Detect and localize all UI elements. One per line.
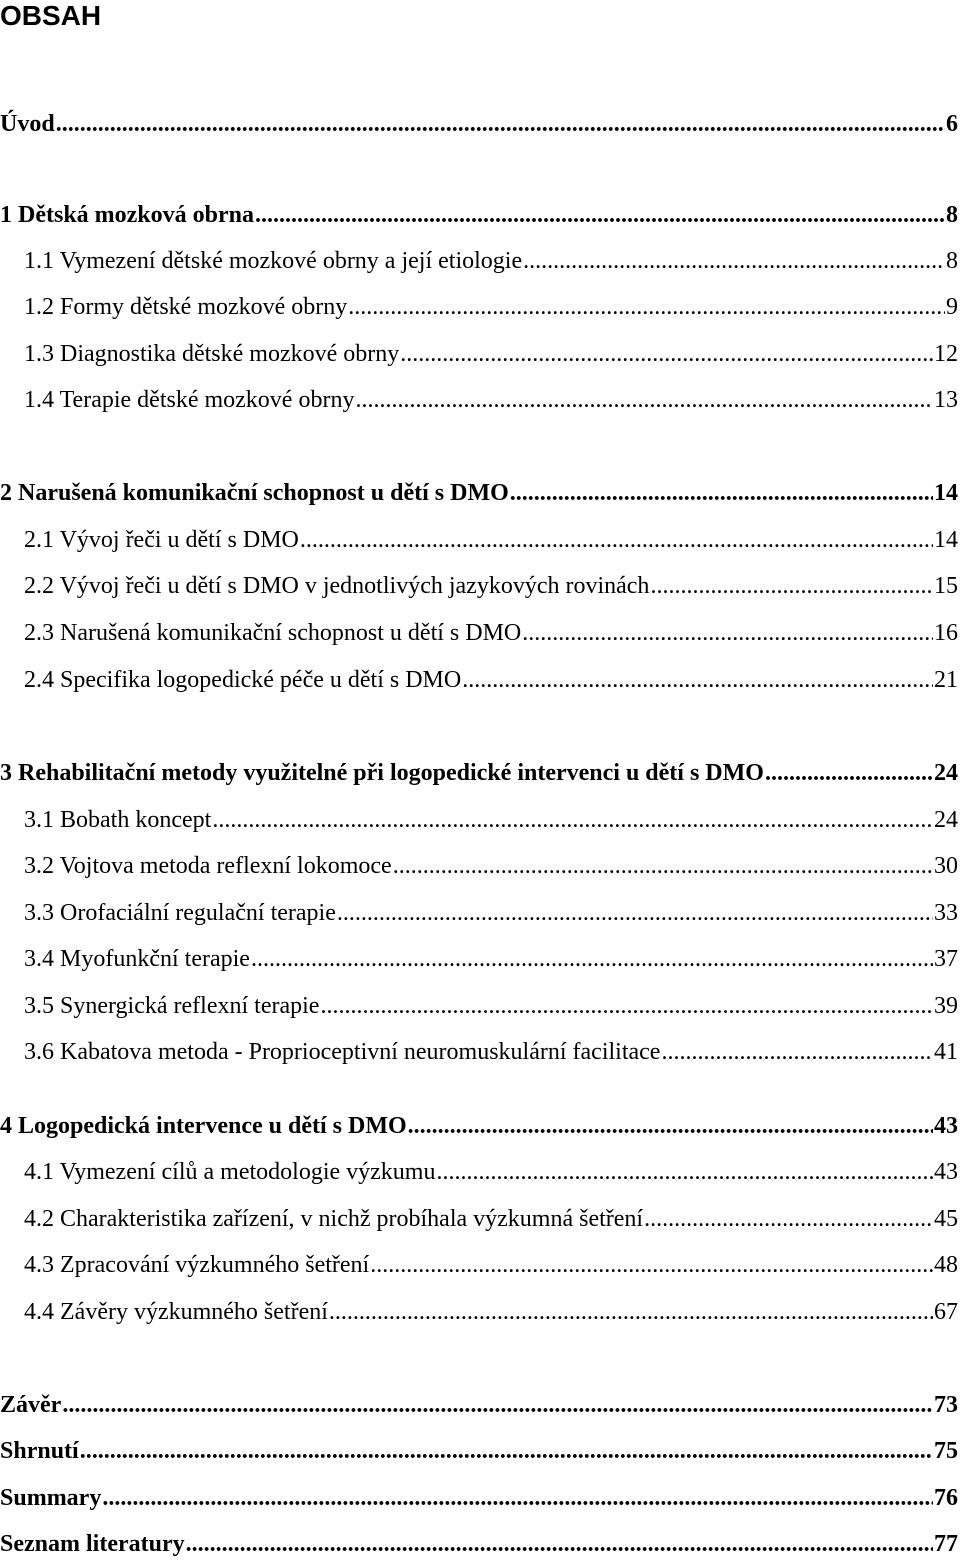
toc-page-number: 14 bbox=[934, 480, 958, 506]
toc-page-number: 8 bbox=[946, 248, 958, 274]
toc-entry-title: 1.3 Diagnostika dětské mozkové obrny bbox=[24, 341, 400, 367]
toc-page-number: 15 bbox=[934, 573, 958, 599]
toc-dot-leader bbox=[255, 198, 945, 232]
toc-entry[interactable] bbox=[0, 896, 958, 930]
toc-page-number: 14 bbox=[934, 527, 958, 553]
toc-dot-leader bbox=[644, 1202, 933, 1236]
toc-dot-leader bbox=[765, 756, 933, 790]
toc-entry-title: 2.3 Narušená komunikační schopnost u dětí s DMO bbox=[24, 620, 522, 646]
toc-page-number: 76 bbox=[934, 1485, 958, 1511]
toc-dot-leader bbox=[400, 337, 933, 371]
toc-entry[interactable] bbox=[0, 383, 958, 417]
toc-entry[interactable] bbox=[0, 1155, 958, 1189]
toc-entry[interactable] bbox=[0, 989, 958, 1023]
toc-entry[interactable] bbox=[0, 476, 958, 510]
toc-dot-leader bbox=[462, 663, 933, 697]
toc-dot-leader bbox=[650, 569, 933, 603]
toc-entry[interactable] bbox=[0, 849, 958, 883]
toc-entry-title: 3.2 Vojtova metoda reflexní lokomoce bbox=[24, 853, 392, 879]
toc-entry-title: 2.4 Specifika logopedické péče u dětí s DMO bbox=[24, 667, 462, 693]
toc-entry-title: 4.3 Zpracování výzkumného šetření bbox=[24, 1252, 370, 1278]
toc-entry-title: Summary bbox=[0, 1485, 102, 1511]
toc-page-number: 24 bbox=[934, 760, 958, 786]
toc-dot-leader bbox=[355, 383, 933, 417]
toc-entry-title: 1 Dětská mozková obrna bbox=[0, 202, 255, 228]
toc-entry-title: 3.6 Kabatova metoda - Proprioceptivní neuromuskulární facilitace bbox=[24, 1039, 661, 1065]
toc-dot-leader bbox=[523, 244, 945, 278]
toc-page-number: 12 bbox=[934, 341, 958, 367]
toc-entry[interactable] bbox=[0, 1109, 958, 1143]
page-title: OBSAH bbox=[0, 0, 102, 31]
toc-entry[interactable] bbox=[0, 1481, 958, 1515]
toc-page-number: 48 bbox=[934, 1252, 958, 1278]
toc-dot-leader bbox=[62, 1388, 933, 1422]
toc-entry[interactable] bbox=[0, 942, 958, 976]
toc-entry-title: 3.5 Synergická reflexní terapie bbox=[24, 993, 320, 1019]
toc-dot-leader bbox=[186, 1527, 933, 1561]
toc-page-number: 13 bbox=[934, 387, 958, 413]
toc-entry[interactable] bbox=[0, 1388, 958, 1422]
toc-entry[interactable] bbox=[0, 1434, 958, 1468]
toc-entry[interactable] bbox=[0, 290, 958, 324]
toc-dot-leader bbox=[522, 616, 933, 650]
toc-entry[interactable] bbox=[0, 803, 958, 837]
toc-dot-leader bbox=[393, 849, 933, 883]
toc-page-number: 77 bbox=[934, 1531, 958, 1557]
toc-entry[interactable] bbox=[0, 523, 958, 557]
toc-dot-leader bbox=[337, 896, 933, 930]
toc-page-number: 45 bbox=[934, 1206, 958, 1232]
toc-entry[interactable] bbox=[0, 1527, 958, 1561]
toc-page-number: 30 bbox=[934, 853, 958, 879]
toc-entry-title: 4 Logopedická intervence u dětí s DMO bbox=[0, 1113, 407, 1139]
toc-dot-leader bbox=[212, 803, 933, 837]
toc-entry[interactable] bbox=[0, 244, 958, 278]
toc-page-number: 73 bbox=[934, 1392, 958, 1418]
toc-dot-leader bbox=[320, 989, 933, 1023]
toc-entry[interactable] bbox=[0, 616, 958, 650]
toc-dot-leader bbox=[102, 1481, 933, 1515]
toc-entry-title: 3.1 Bobath koncept bbox=[24, 807, 212, 833]
toc-page-number: 43 bbox=[934, 1113, 958, 1139]
toc-entry-title: 4.4 Závěry výzkumného šetření bbox=[24, 1299, 328, 1325]
toc-page-number: 24 bbox=[934, 807, 958, 833]
toc-page-number: 37 bbox=[934, 946, 958, 972]
toc-page-number: 33 bbox=[934, 900, 958, 926]
toc-entry-title: 2 Narušená komunikační schopnost u dětí s DMO bbox=[0, 480, 509, 506]
toc-dot-leader bbox=[80, 1434, 933, 1468]
toc-dot-leader bbox=[251, 942, 933, 976]
toc-entry-title: 3.4 Myofunkční terapie bbox=[24, 946, 250, 972]
toc-dot-leader bbox=[370, 1248, 933, 1282]
toc-page-number: 16 bbox=[934, 620, 958, 646]
toc-entry[interactable] bbox=[0, 337, 958, 371]
toc-entry[interactable] bbox=[0, 1202, 958, 1236]
toc-page-number: 6 bbox=[946, 111, 958, 137]
toc-entry[interactable] bbox=[0, 1295, 958, 1329]
toc-dot-leader bbox=[661, 1035, 933, 1069]
toc-dot-leader bbox=[300, 523, 933, 557]
toc-dot-leader bbox=[408, 1109, 933, 1143]
toc-entry-title: 2.1 Vývoj řeči u dětí s DMO bbox=[24, 527, 299, 553]
toc-page-number: 43 bbox=[934, 1159, 958, 1185]
toc-dot-leader bbox=[56, 107, 945, 141]
toc-entry-title: 1.4 Terapie dětské mozkové obrny bbox=[24, 387, 355, 413]
toc-entry[interactable] bbox=[0, 569, 958, 603]
toc-page-number: 39 bbox=[934, 993, 958, 1019]
toc-entry[interactable] bbox=[0, 198, 958, 232]
toc-entry-title: Závěr bbox=[0, 1392, 62, 1418]
toc-dot-leader bbox=[348, 290, 945, 324]
toc-page-number: 75 bbox=[934, 1438, 958, 1464]
toc-page-number: 67 bbox=[934, 1299, 958, 1325]
toc-page-number: 9 bbox=[946, 294, 958, 320]
toc-entry-title: 1.2 Formy dětské mozkové obrny bbox=[24, 294, 348, 320]
toc-entry-title: Shrnutí bbox=[0, 1438, 79, 1464]
toc-entry[interactable] bbox=[0, 663, 958, 697]
toc-entry-title: 3.3 Orofaciální regulační terapie bbox=[24, 900, 336, 926]
toc-entry[interactable] bbox=[0, 107, 958, 141]
toc-entry-title: Seznam literatury bbox=[0, 1531, 185, 1557]
toc-entry-title: 4.2 Charakteristika zařízení, v nichž probíhala výzkumná šetření bbox=[24, 1206, 644, 1232]
toc-entry-title: Úvod bbox=[0, 111, 55, 137]
toc-entry[interactable] bbox=[0, 1248, 958, 1282]
toc-entry-title: 1.1 Vymezení dětské mozkové obrny a její etiologie bbox=[24, 248, 523, 274]
toc-dot-leader bbox=[436, 1155, 933, 1189]
toc-entry-title: 2.2 Vývoj řeči u dětí s DMO v jednotlivých jazykových rovinách bbox=[24, 573, 650, 599]
toc-page-number: 21 bbox=[934, 667, 958, 693]
toc-entry-title: 3 Rehabilitační metody využitelné při logopedické intervenci u dětí s DMO bbox=[0, 760, 764, 786]
toc-page-number: 41 bbox=[934, 1039, 958, 1065]
toc-entry-title: 4.1 Vymezení cílů a metodologie výzkumu bbox=[24, 1159, 436, 1185]
toc-entry[interactable] bbox=[0, 756, 958, 790]
toc-entry[interactable] bbox=[0, 1035, 958, 1069]
toc-page-number: 8 bbox=[946, 202, 958, 228]
toc-dot-leader bbox=[510, 476, 933, 510]
toc-dot-leader bbox=[329, 1295, 933, 1329]
